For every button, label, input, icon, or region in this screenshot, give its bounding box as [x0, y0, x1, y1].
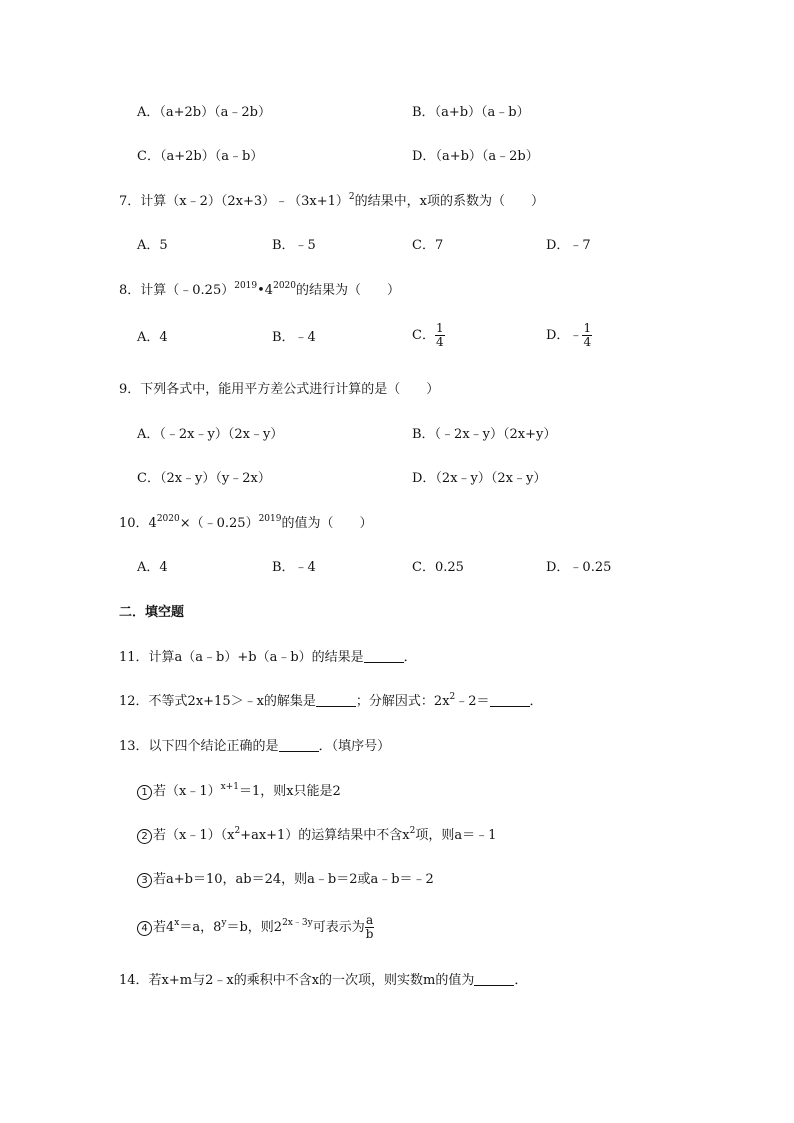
q8-option-d: D．﹣ $\frac{1}{4}$	[546, 321, 592, 349]
answer-blank	[316, 694, 356, 707]
q6-option-d: D．（a+b）（a﹣2b）	[412, 149, 539, 164]
q10-option-c: C．0.25	[412, 560, 464, 575]
q13-statement-4: 4 若$4^x=a$，$8^y=b$，则$2^{2x﹣3y}$可表示为 $\frac{a}{b}$	[137, 914, 374, 941]
fraction: $\frac{a}{b}$	[365, 913, 374, 941]
q9-option-c: C．（2x﹣y）（y﹣2x）	[137, 471, 271, 486]
fraction: $\frac{1}{4}$	[435, 321, 444, 349]
q7-option-b: B．﹣5	[272, 238, 316, 253]
q13-statement-2: 2 若$(x﹣1)(x^2+ax+1)$的运算结果中不含$x^2$项，则a＝﹣1	[137, 827, 496, 845]
q10-option-d: D．﹣0.25	[546, 560, 612, 575]
question-10: 10．$4^{2020}\times(﹣0.25)^{2019}$的值为（ ）	[119, 514, 373, 531]
q7-option-c: C．7	[412, 238, 444, 253]
q8-option-c: C． $\frac{1}{4}$	[412, 321, 444, 349]
circled-number: 2	[137, 829, 152, 844]
question-13: 13．以下四个结论正确的是 ．（填序号）	[119, 739, 391, 754]
answer-blank	[490, 694, 530, 707]
q13-statement-3: 3 若a+b＝10，ab＝24，则a﹣b＝2或a﹣b＝﹣2	[137, 871, 434, 889]
circled-number: 4	[137, 921, 152, 936]
circled-number: 1	[137, 785, 152, 800]
question-12: 12．不等式2x+15＞﹣x的解集是 ；分解因式：$2x^2﹣2=$ ．	[119, 692, 543, 709]
q8-option-b: B．﹣4	[272, 330, 316, 345]
question-8: 8．计算$(﹣0.25)^{2019}•4^{2020}$的结果为（ ）	[119, 281, 401, 298]
answer-blank	[279, 739, 319, 752]
q6-option-a: A．（a+2b）（a﹣2b）	[137, 105, 271, 120]
q9-option-b: B．（﹣2x﹣y）（2x+y）	[412, 427, 557, 442]
q10-option-b: B．﹣4	[272, 560, 316, 575]
circled-number: 3	[137, 873, 152, 888]
question-11: 11．计算a（a﹣b）+b（a﹣b）的结果是 ．	[119, 650, 417, 665]
q8-option-a: A．4	[137, 330, 168, 345]
q13-statement-1: 1 若（x﹣1）$^{x+1}$＝1，则x只能是2	[137, 783, 341, 801]
q6-option-b: B．（a+b）（a﹣b）	[412, 105, 530, 120]
question-9: 9．下列各式中，能用平方差公式进行计算的是（ ）	[119, 382, 440, 397]
answer-blank	[474, 973, 514, 986]
q6-option-c: C．（a+2b）（a﹣b）	[137, 149, 264, 164]
answer-blank	[364, 650, 404, 663]
section-heading: 二．填空题	[119, 605, 185, 620]
question-14: 14．若x+m与2﹣x的乘积中不含x的一次项，则实数m的值为 ．	[119, 973, 528, 988]
fraction: $\frac{1}{4}$	[583, 321, 592, 349]
q7-option-a: A．5	[137, 238, 168, 253]
q10-option-a: A．4	[137, 560, 168, 575]
q9-option-a: A．（﹣2x﹣y）（2x﹣y）	[137, 427, 284, 442]
q9-option-d: D．（2x﹣y）（2x﹣y）	[412, 471, 547, 486]
q7-option-d: D．﹣7	[546, 238, 591, 253]
question-7: 7．计算$(x﹣2)(2x+3)﹣(3x+1)^2$的结果中，x项的系数为（ ）	[119, 192, 544, 209]
